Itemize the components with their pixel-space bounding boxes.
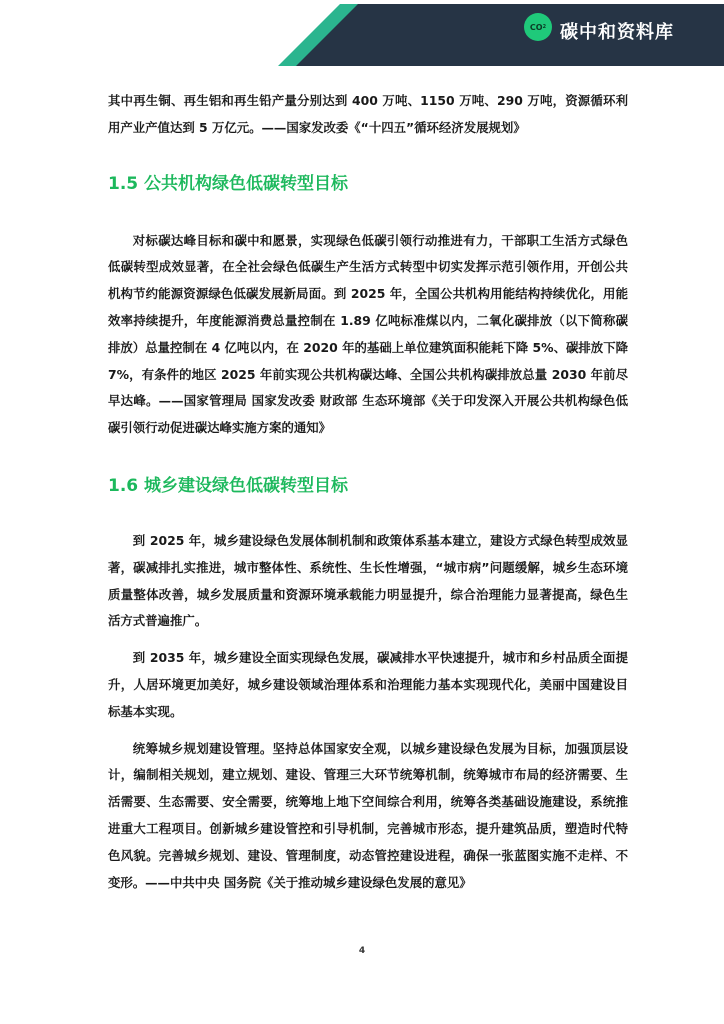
section-1-5-paragraph: 对标碳达峰目标和碳中和愿景，实现绿色低碳引领行动推进有力，干部职工生活方式绿色低碳转型成效显著，在全社会绿色低碳生产生活方式转型中切实发挥示范引领作用，开创公共机构节约能源资源绿色低碳发展新局面。到 2025 年，全国公共机构用能结构持续优化，用能效率持续提升，年度能源消费总量控制在 1.89 亿吨标准煤以内，二氧化碳排放（以下简称碳排放）总量控制在 4 亿吨以内，在 2020 年的基础上单位建筑面积能耗下降 5%、碳排放下降 7%，有条件的地区 2025 年前实现公共机构碳达峰、全国公共机构碳排放总量 2030 年前尽早达峰。——国家管理局 国家发改委 财政部 生态环境部《关于印发深入开展公共机构绿色低碳引领行动促进碳达峰实施方案的通知》 — [108, 232, 628, 436]
document-body — [108, 88, 628, 896]
section-1-6-title: 1.6 城乡建设绿色低碳转型目标 — [108, 475, 349, 496]
section-1-5-title: 1.5 公共机构绿色低碳转型目标 — [108, 173, 349, 194]
section-1-6-paragraph-2: 到 2035 年，城乡建设全面实现绿色发展，碳减排水平快速提升，城市和乡村品质全面提升，人居环境更加美好，城乡建设领域治理体系和治理能力基本实现现代化，美丽中国建设目标基本实现。 — [108, 650, 628, 719]
co2-logo-icon — [524, 13, 552, 41]
logo-subscript: 2 — [542, 24, 547, 30]
intro-paragraph: 其中再生铜、再生铝和再生铅产量分别达到 400 万吨、1150 万吨、290 万吨，资源循环利用产业产值达到 5 万亿元。——国家发改委《“十四五”循环经济发展规划》 — [108, 93, 628, 135]
section-1-6-paragraph-1: 到 2025 年，城乡建设绿色发展体制机制和政策体系基本建立，建设方式绿色转型成效显著，碳减排扎实推进，城市整体性、系统性、生长性增强，“城市病”问题缓解，城乡生态环境质量整体改善，城乡发展质量和资源环境承载能力明显提升，综合治理能力显著提高，绿色生活方式普遍推广。 — [108, 532, 628, 629]
page-number: 4 — [358, 946, 366, 956]
logo-text: CO — [529, 22, 543, 32]
section-1-6-paragraph-3: 统筹城乡规划建设管理。坚持总体国家安全观，以城乡建设绿色发展为目标，加强顶层设计，编制相关规划，建立规划、建设、管理三大环节统筹机制，统筹城市布局的经济需要、生活需要、生态需要、安全需要，统筹地上地下空间综合利用，统筹各类基础设施建设，系统推进重大工程项目。创新城乡建设管控和引导机制，完善城市形态，提升建筑品质，塑造时代特色风貌。完善城乡规划、建设、管理制度，动态管控建设进程，确保一张蓝图实施不走样、不变形。——中共中央 国务院《关于推动城乡建设绿色发展的意见》 — [108, 740, 628, 890]
brand-title: 碳中和资料库 — [560, 22, 674, 43]
header-banner — [0, 0, 724, 66]
